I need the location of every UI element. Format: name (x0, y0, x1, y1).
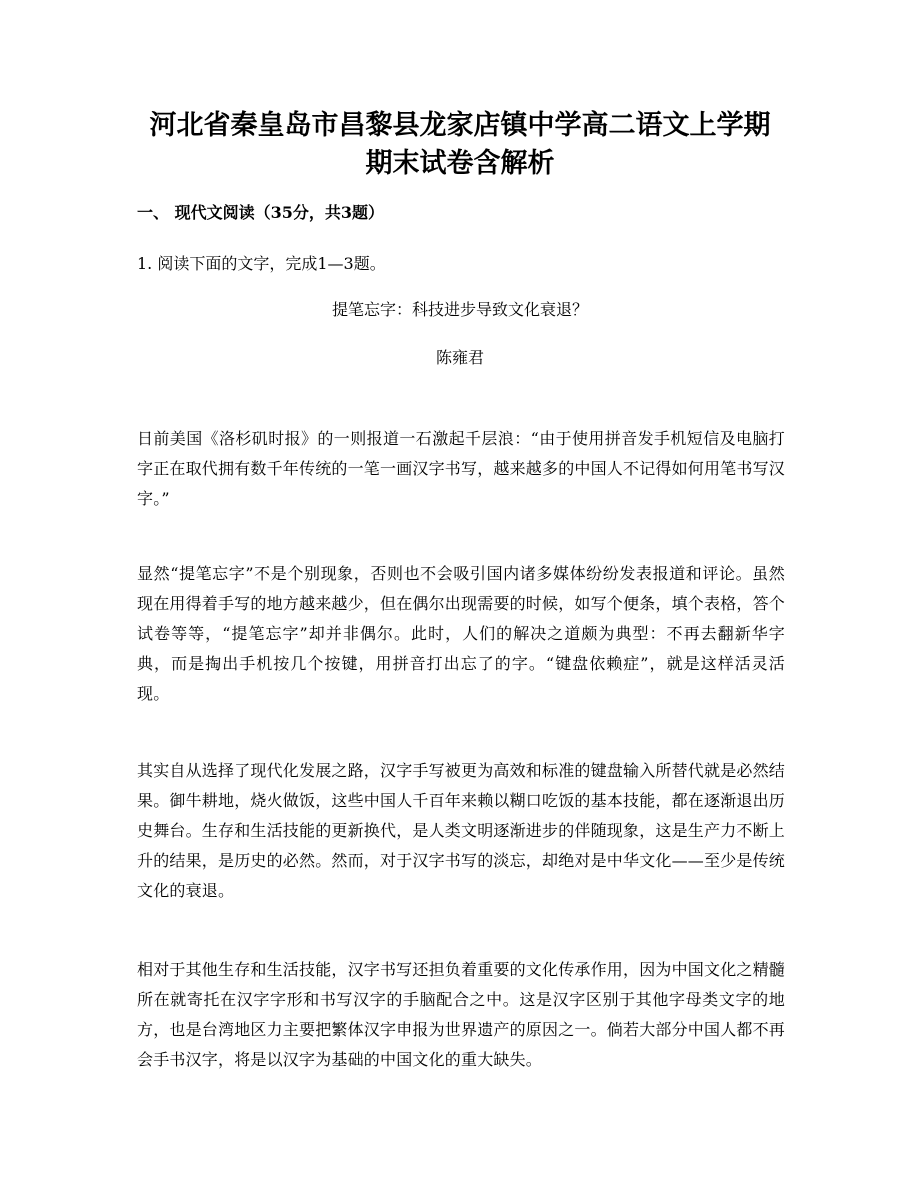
title-line-2: 期末试卷含解析 (365, 148, 555, 179)
question-intro: 1. 阅读下面的文字，完成1—3题。 (137, 254, 386, 273)
document-title (100, 107, 820, 183)
paragraph-1: 日前美国《洛杉矶时报》的一则报道一石激起千层浪：“由于使用拼音发手机短信及电脑打字正在取代拥有数千年传统的一笔一画汉字书写，越来越多的中国人不记得如何用笔书写汉字。” (137, 429, 786, 508)
paragraph-3: 其实自从选择了现代化发展之路，汉字手写被更为高效和标准的键盘输入所替代就是必然结果。御牛耕地，烧火做饭，这些中国人千百年来赖以糊口吃饭的基本技能，都在逐渐退出历史舞台。生存和生活技能的更新换代，是人类文明逐渐进步的伴随现象，这是生产力不断上升的结果，是历史的必然。然而，对于汉字书写的淡忘，却绝对是中华文化——至少是传统文化的衰退。 (137, 761, 786, 900)
article-title: 提笔忘字：科技进步导致文化衰退？ (331, 300, 588, 319)
paragraph-4: 相对于其他生存和生活技能，汉字书写还担负着重要的文化传承作用，因为中国文化之精髓所在就寄托在汉字字形和书写汉字的手脑配合之中。这是汉字区别于其他字母类文字的地方，也是台湾地区力主要把繁体汉字申报为世界遗产的原因之一。倘若大部分中国人都不再会手书汉字，将是以汉字为基础的中国文化的重大缺失。 (137, 960, 786, 1069)
section-heading: 一、 现代文阅读（35分，共3题） (137, 203, 384, 222)
article-author: 陈雍君 (435, 348, 484, 367)
paragraph-2: 显然“提笔忘字”不是个别现象，否则也不会吸引国内诸多媒体纷纷发表报道和评论。虽然现在用得着手写的地方越来越少，但在偶尔出现需要的时候，如写个便条，填个表格，答个试卷等等，“提笔忘字”却并非偶尔。此时，人们的解决之道颇为典型：不再去翻新华字典，而是掏出手机按几个按键，用拼音打出忘了的字。“键盘依赖症”，就是这样活灵活现。 (137, 564, 786, 703)
title-line-1: 河北省秦皇岛市昌黎县龙家店镇中学高二语文上学期 (149, 110, 771, 141)
